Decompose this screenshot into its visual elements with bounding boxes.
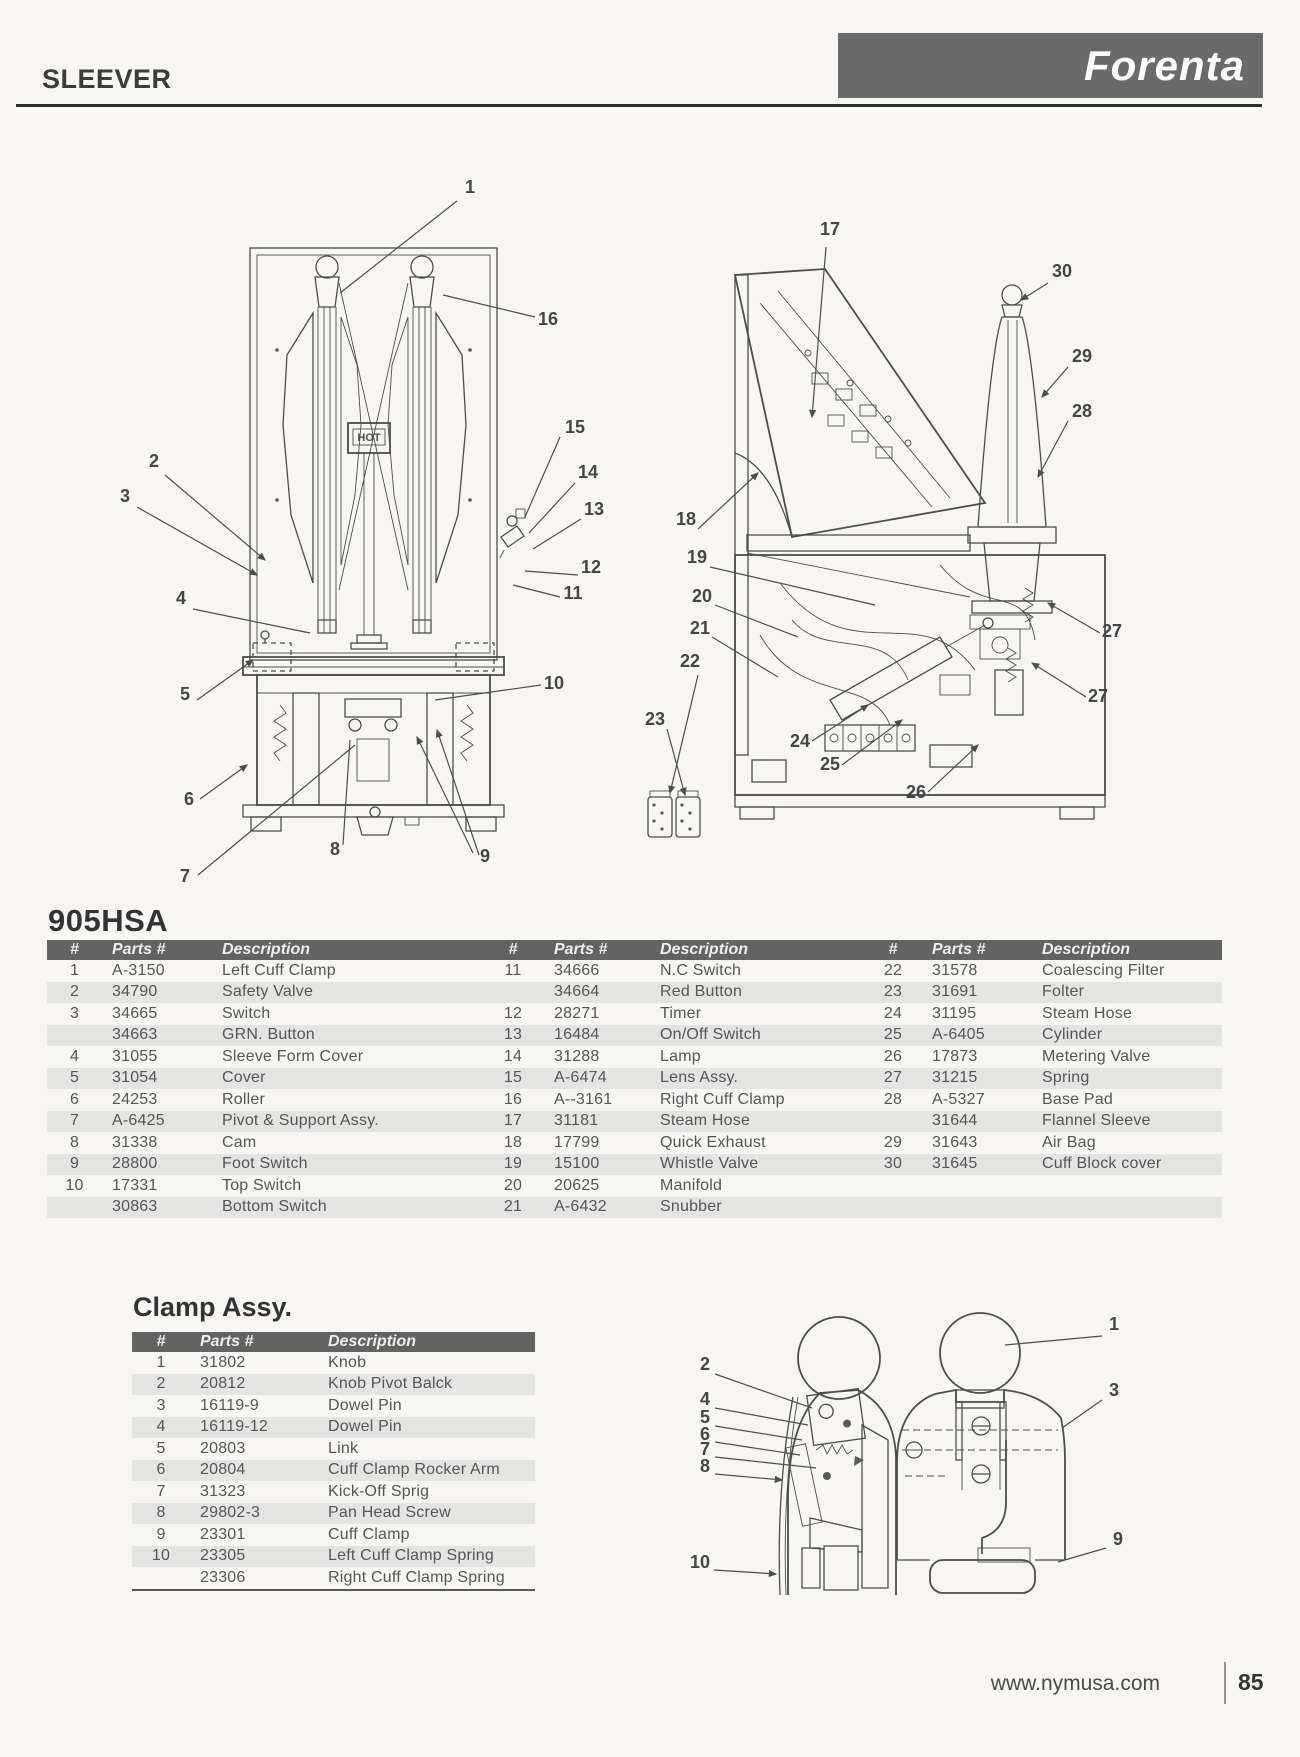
- description-cell: Cuff Clamp Rocker Arm: [328, 1461, 500, 1479]
- callout-leader-line: [715, 1426, 802, 1440]
- front-view-callouts: [120, 177, 604, 886]
- callout-leader-line: [715, 1442, 800, 1455]
- callout-number: 3: [119, 486, 131, 506]
- part-number-cell: 34665: [112, 1004, 158, 1022]
- callout-number: 10: [690, 1552, 711, 1572]
- table-row: [132, 1546, 535, 1568]
- part-number-cell: A-6405: [932, 1026, 985, 1044]
- description-cell: Safety Valve: [222, 983, 314, 1001]
- description-cell: Link: [328, 1439, 359, 1457]
- callout-number: 5: [699, 1407, 711, 1427]
- callout-leader-line: [443, 295, 535, 317]
- table-row: [132, 1352, 535, 1374]
- table-row: [47, 1068, 1222, 1090]
- clamp-table-container: [132, 1332, 535, 1591]
- callout-number: 3: [1108, 1380, 1120, 1400]
- item-number-cell: [47, 1197, 102, 1219]
- column-header: Description: [214, 940, 482, 960]
- description-cell: Air Bag: [1042, 1133, 1096, 1151]
- callout-leader-line: [715, 1457, 816, 1468]
- brand-banner: [838, 33, 1263, 98]
- callout-leader-line: [137, 507, 257, 575]
- footer-website: www.nymusa.com: [990, 1672, 1160, 1695]
- description-cell: Knob Pivot Balck: [328, 1375, 453, 1393]
- side-view-diagram: [640, 205, 1200, 905]
- part-number-cell: 23301: [200, 1525, 246, 1543]
- column-header: Parts #: [190, 1332, 320, 1352]
- part-number-cell: 31288: [554, 1047, 600, 1065]
- part-number-cell: 16119-12: [200, 1418, 269, 1436]
- item-number-cell: 1: [156, 1353, 166, 1371]
- callout-number: 15: [564, 417, 586, 437]
- clamp-table: [132, 1332, 535, 1591]
- callout-number: 22: [679, 651, 701, 671]
- callout-number: 14: [577, 462, 599, 482]
- description-cell: Roller: [222, 1090, 265, 1108]
- callout-number: 27: [1101, 621, 1123, 641]
- part-number-cell: 20625: [554, 1176, 600, 1194]
- part-number-cell: 34664: [554, 983, 600, 1001]
- part-number-cell: 28800: [112, 1155, 158, 1173]
- clamp-assembly-diagram: [690, 1290, 1140, 1610]
- side-view-callouts: [645, 219, 1122, 802]
- column-header: Parts #: [544, 940, 652, 960]
- description-cell: Metering Valve: [1042, 1047, 1151, 1065]
- item-number-cell: 14: [503, 1047, 523, 1065]
- description-cell: Lens Assy.: [660, 1069, 739, 1087]
- section-title-905hsa: 905HSA: [48, 903, 169, 938]
- callout-number: 6: [699, 1424, 711, 1444]
- item-number-cell: 7: [156, 1482, 166, 1500]
- callout-leader-line: [197, 660, 253, 700]
- description-cell: N.C Switch: [660, 961, 742, 979]
- callout-number: 2: [699, 1354, 711, 1374]
- part-number-cell: A-6474: [554, 1069, 607, 1087]
- callout-number: 9: [1112, 1529, 1124, 1549]
- part-number-cell: A-3150: [112, 961, 165, 979]
- callout-number: 17: [819, 219, 841, 239]
- description-cell: Coalescing Filter: [1042, 961, 1165, 979]
- item-number-cell: 18: [503, 1133, 523, 1151]
- item-number-cell: 6: [156, 1461, 166, 1479]
- item-number-cell: 30: [883, 1155, 903, 1173]
- part-number-cell: 31181: [554, 1112, 599, 1130]
- item-number-cell: 22: [883, 961, 903, 979]
- item-number-cell: 26: [883, 1047, 903, 1065]
- table-row: [47, 1111, 1222, 1133]
- callout-leader-line: [525, 571, 578, 575]
- callout-number: 13: [583, 499, 605, 519]
- part-number-cell: 34790: [112, 983, 158, 1001]
- callout-number: 28: [1071, 401, 1093, 421]
- brand-logo-text: Forenta: [1083, 41, 1245, 89]
- table-row: [47, 960, 1222, 982]
- description-cell: Sleeve Form Cover: [222, 1047, 364, 1065]
- item-number-cell: 5: [69, 1069, 80, 1087]
- front-view-diagram: [105, 165, 650, 895]
- item-number-cell: 3: [156, 1396, 166, 1414]
- item-number-cell: 3: [69, 1004, 80, 1022]
- callout-number: 8: [699, 1456, 711, 1476]
- callout-leader-line: [715, 1374, 812, 1408]
- callout-leader-line: [928, 745, 978, 792]
- table-row: [47, 1003, 1222, 1025]
- callout-number: 4: [175, 588, 187, 608]
- callout-number: 21: [689, 618, 711, 638]
- callout-leader-line: [715, 1408, 808, 1425]
- description-cell: On/Off Switch: [660, 1026, 762, 1044]
- part-number-cell: 16484: [554, 1026, 600, 1044]
- callout-number: 26: [905, 782, 927, 802]
- part-number-cell: 31195: [932, 1004, 977, 1022]
- parts-table-container: [47, 940, 1222, 1218]
- callout-leader-line: [343, 740, 350, 845]
- callout-leader-line: [1062, 1400, 1102, 1428]
- callout-leader-line: [200, 765, 247, 799]
- column-header: #: [864, 940, 922, 960]
- description-cell: Cylinder: [1042, 1026, 1103, 1044]
- callout-number: 24: [789, 731, 811, 751]
- item-number-cell: 25: [883, 1026, 903, 1044]
- description-cell: Foot Switch: [222, 1155, 308, 1173]
- callout-leader-line: [1032, 663, 1086, 697]
- callout-leader-line: [812, 247, 826, 417]
- part-number-cell: 31802: [200, 1353, 246, 1371]
- description-cell: GRN. Button: [222, 1026, 315, 1044]
- item-number-cell: 13: [503, 1026, 523, 1044]
- callout-number: 19: [686, 547, 708, 567]
- description-cell: Switch: [222, 1004, 271, 1022]
- item-number-cell: 29: [883, 1133, 903, 1151]
- description-cell: Dowel Pin: [328, 1396, 402, 1414]
- description-cell: Folter: [1042, 983, 1085, 1001]
- item-number-cell: 8: [69, 1133, 80, 1151]
- parts-table: [47, 940, 1222, 1218]
- callout-leader-line: [529, 483, 575, 533]
- part-number-cell: 28271: [554, 1004, 600, 1022]
- item-number-cell: 11: [504, 961, 522, 979]
- callout-leader-line: [714, 1570, 776, 1574]
- part-number-cell: A--3161: [554, 1090, 613, 1108]
- part-number-cell: 17799: [554, 1133, 600, 1151]
- column-header: Parts #: [922, 940, 1034, 960]
- callout-number: 25: [819, 754, 841, 774]
- description-cell: Base Pad: [1042, 1090, 1113, 1108]
- callout-number: 9: [479, 846, 491, 866]
- callout-number: 7: [179, 866, 191, 886]
- table-row: [47, 1025, 1222, 1047]
- callout-leader-line: [715, 1474, 782, 1480]
- callout-number: 23: [644, 709, 666, 729]
- column-header: #: [47, 940, 102, 960]
- description-cell: Quick Exhaust: [660, 1133, 766, 1151]
- description-cell: Lamp: [660, 1047, 701, 1065]
- callout-number: 5: [179, 684, 191, 704]
- part-number-cell: 20803: [200, 1439, 246, 1457]
- part-number-cell: 34666: [554, 961, 600, 979]
- table-row: [132, 1374, 535, 1396]
- table-row: [47, 1132, 1222, 1154]
- item-number-cell: 19: [503, 1155, 523, 1173]
- table-row: [132, 1524, 535, 1546]
- callout-leader-line: [1038, 421, 1068, 477]
- table-row: [47, 1046, 1222, 1068]
- callout-leader-line: [340, 201, 457, 293]
- item-number-cell: 23: [883, 983, 903, 1001]
- callout-leader-line: [193, 609, 310, 633]
- callout-leader-line: [842, 720, 902, 765]
- item-number-cell: 17: [503, 1112, 523, 1130]
- part-number-cell: 31578: [932, 961, 978, 979]
- table-row: [132, 1460, 535, 1482]
- part-number-cell: 34663: [112, 1026, 158, 1044]
- callout-number: 2: [148, 451, 160, 471]
- callout-number: 20: [691, 586, 713, 606]
- description-cell: Pivot & Support Assy.: [222, 1112, 379, 1130]
- item-number-cell: [864, 1175, 922, 1197]
- item-number-cell: 7: [69, 1112, 80, 1130]
- hot-label: HOT: [357, 432, 381, 444]
- column-header: Parts #: [102, 940, 214, 960]
- item-number-cell: 24: [883, 1004, 903, 1022]
- part-number-cell: 31055: [112, 1047, 158, 1065]
- part-number-cell: 31645: [932, 1155, 978, 1173]
- part-number-cell: 30863: [112, 1198, 158, 1216]
- part-number-cell: 16119-9: [200, 1396, 259, 1414]
- description-cell: Steam Hose: [1042, 1004, 1133, 1022]
- part-number-cell: A-5327: [932, 1090, 985, 1108]
- description-cell: Timer: [660, 1004, 702, 1022]
- clamp-assembly-drawing: [779, 1313, 1065, 1595]
- table-row: [47, 982, 1222, 1004]
- item-number-cell: [864, 1111, 922, 1133]
- item-number-cell: [132, 1567, 190, 1590]
- item-number-cell: 21: [503, 1198, 523, 1216]
- part-number-cell: 20812: [200, 1375, 246, 1393]
- callout-number: 1: [1108, 1314, 1120, 1334]
- column-header: Description: [1034, 940, 1222, 960]
- callout-leader-line: [670, 675, 698, 793]
- description-cell: Right Cuff Clamp: [660, 1090, 785, 1108]
- table-row: [132, 1567, 535, 1590]
- column-header: #: [132, 1332, 190, 1352]
- table-row: [132, 1481, 535, 1503]
- callout-leader-line: [1042, 367, 1068, 397]
- clamp-table-header-row: [132, 1332, 535, 1352]
- item-number-cell: 9: [156, 1525, 166, 1543]
- item-number-cell: 10: [65, 1176, 84, 1194]
- table-row: [47, 1154, 1222, 1176]
- part-number-cell: 24253: [112, 1090, 158, 1108]
- callout-leader-line: [712, 637, 778, 677]
- part-number-cell: 17331: [112, 1176, 158, 1194]
- part-number-cell: 23306: [200, 1568, 246, 1586]
- description-cell: Left Cuff Clamp: [222, 961, 336, 979]
- description-cell: Cover: [222, 1069, 266, 1087]
- callout-number: 8: [329, 839, 341, 859]
- clamp-assembly-callouts: [690, 1314, 1123, 1574]
- description-cell: [1034, 1175, 1222, 1197]
- item-number-cell: 2: [156, 1375, 166, 1393]
- front-view-drawing: [243, 248, 525, 835]
- part-number-cell: 29802-3: [200, 1504, 261, 1522]
- part-number-cell: 31644: [932, 1112, 978, 1130]
- description-cell: Cuff Block cover: [1042, 1155, 1162, 1173]
- part-number-cell: 15100: [554, 1155, 600, 1173]
- item-number-cell: [482, 982, 544, 1004]
- description-cell: Cuff Clamp: [328, 1525, 410, 1543]
- item-number-cell: 12: [503, 1004, 523, 1022]
- item-number-cell: [47, 1025, 102, 1047]
- table-row: [47, 1175, 1222, 1197]
- item-number-cell: 2: [69, 983, 80, 1001]
- part-number-cell: [922, 1175, 1034, 1197]
- description-cell: Dowel Pin: [328, 1418, 402, 1436]
- description-cell: Kick-Off Sprig: [328, 1482, 430, 1500]
- description-cell: Bottom Switch: [222, 1198, 327, 1216]
- column-header: #: [482, 940, 544, 960]
- item-number-cell: 4: [156, 1418, 166, 1436]
- description-cell: Red Button: [660, 983, 743, 1001]
- part-number-cell: A-6425: [112, 1112, 165, 1130]
- description-cell: Right Cuff Clamp Spring: [328, 1568, 505, 1586]
- item-number-cell: 20: [503, 1176, 523, 1194]
- description-cell: Top Switch: [222, 1176, 302, 1194]
- part-number-cell: 31338: [112, 1133, 158, 1151]
- part-number-cell: 31643: [932, 1133, 978, 1151]
- description-cell: Spring: [1042, 1069, 1090, 1087]
- part-number-cell: [922, 1197, 1034, 1219]
- part-number-cell: 31691: [932, 983, 978, 1001]
- item-number-cell: 6: [69, 1090, 80, 1108]
- table-row: [132, 1395, 535, 1417]
- item-number-cell: [864, 1197, 922, 1219]
- callout-number: 10: [543, 673, 565, 693]
- callout-number: 30: [1051, 261, 1073, 281]
- callout-leader-line: [1005, 1336, 1102, 1345]
- table-row: [132, 1438, 535, 1460]
- item-number-cell: 4: [69, 1047, 80, 1065]
- item-number-cell: 16: [503, 1090, 523, 1108]
- table-row: [132, 1417, 535, 1439]
- description-cell: Whistle Valve: [660, 1155, 759, 1173]
- part-number-cell: 23305: [200, 1547, 246, 1565]
- table-row: [47, 1089, 1222, 1111]
- callout-number: 7: [699, 1439, 711, 1459]
- callout-leader-line: [1021, 283, 1048, 300]
- description-cell: Steam Hose: [660, 1112, 751, 1130]
- callout-number: 11: [563, 583, 583, 603]
- item-number-cell: 8: [156, 1504, 166, 1522]
- description-cell: Cam: [222, 1133, 257, 1151]
- item-number-cell: 1: [69, 961, 80, 979]
- callout-leader-line: [698, 473, 758, 529]
- footer-divider: [1224, 1662, 1226, 1704]
- part-number-cell: 20804: [200, 1461, 246, 1479]
- footer-page-number: 85: [1238, 1669, 1264, 1695]
- item-number-cell: 9: [69, 1155, 80, 1173]
- callout-number: 4: [699, 1389, 711, 1409]
- item-number-cell: 27: [883, 1069, 903, 1087]
- column-header: Description: [652, 940, 864, 960]
- callout-leader-line: [1048, 603, 1100, 633]
- part-number-cell: A-6432: [554, 1198, 607, 1216]
- callout-leader-line: [715, 605, 798, 637]
- callout-number: 6: [183, 789, 195, 809]
- page-title: SLEEVER: [42, 64, 172, 94]
- callout-leader-line: [812, 705, 868, 741]
- description-cell: Pan Head Screw: [328, 1504, 451, 1522]
- callout-number: 1: [464, 177, 476, 197]
- description-cell: Knob: [328, 1353, 367, 1371]
- description-cell: Manifold: [660, 1176, 723, 1194]
- callout-number: 29: [1071, 346, 1093, 366]
- item-number-cell: 15: [503, 1069, 523, 1087]
- item-number-cell: 5: [156, 1439, 166, 1457]
- callout-number: 12: [580, 557, 602, 577]
- description-cell: Flannel Sleeve: [1042, 1112, 1151, 1130]
- part-number-cell: 31215: [932, 1069, 978, 1087]
- table-row: [132, 1503, 535, 1525]
- part-number-cell: 31054: [112, 1069, 158, 1087]
- table-row: [47, 1197, 1222, 1219]
- parts-table-header-row: [47, 940, 1222, 960]
- callout-number: 27: [1087, 686, 1109, 706]
- part-number-cell: 31323: [200, 1482, 246, 1500]
- description-cell: Left Cuff Clamp Spring: [328, 1547, 494, 1565]
- section-title-clamp-assy: Clamp Assy.: [133, 1292, 293, 1322]
- part-number-cell: 17873: [932, 1047, 978, 1065]
- callout-leader-line: [533, 519, 581, 549]
- description-cell: Snubber: [660, 1198, 722, 1216]
- column-header: Description: [320, 1332, 535, 1352]
- header-rule: [16, 104, 1262, 107]
- description-cell: [1034, 1197, 1222, 1219]
- side-view-drawing: [648, 269, 1105, 837]
- callout-leader-line: [513, 585, 560, 597]
- item-number-cell: 10: [151, 1547, 171, 1565]
- item-number-cell: 28: [883, 1090, 903, 1108]
- callout-number: 16: [537, 309, 559, 329]
- callout-number: 18: [675, 509, 697, 529]
